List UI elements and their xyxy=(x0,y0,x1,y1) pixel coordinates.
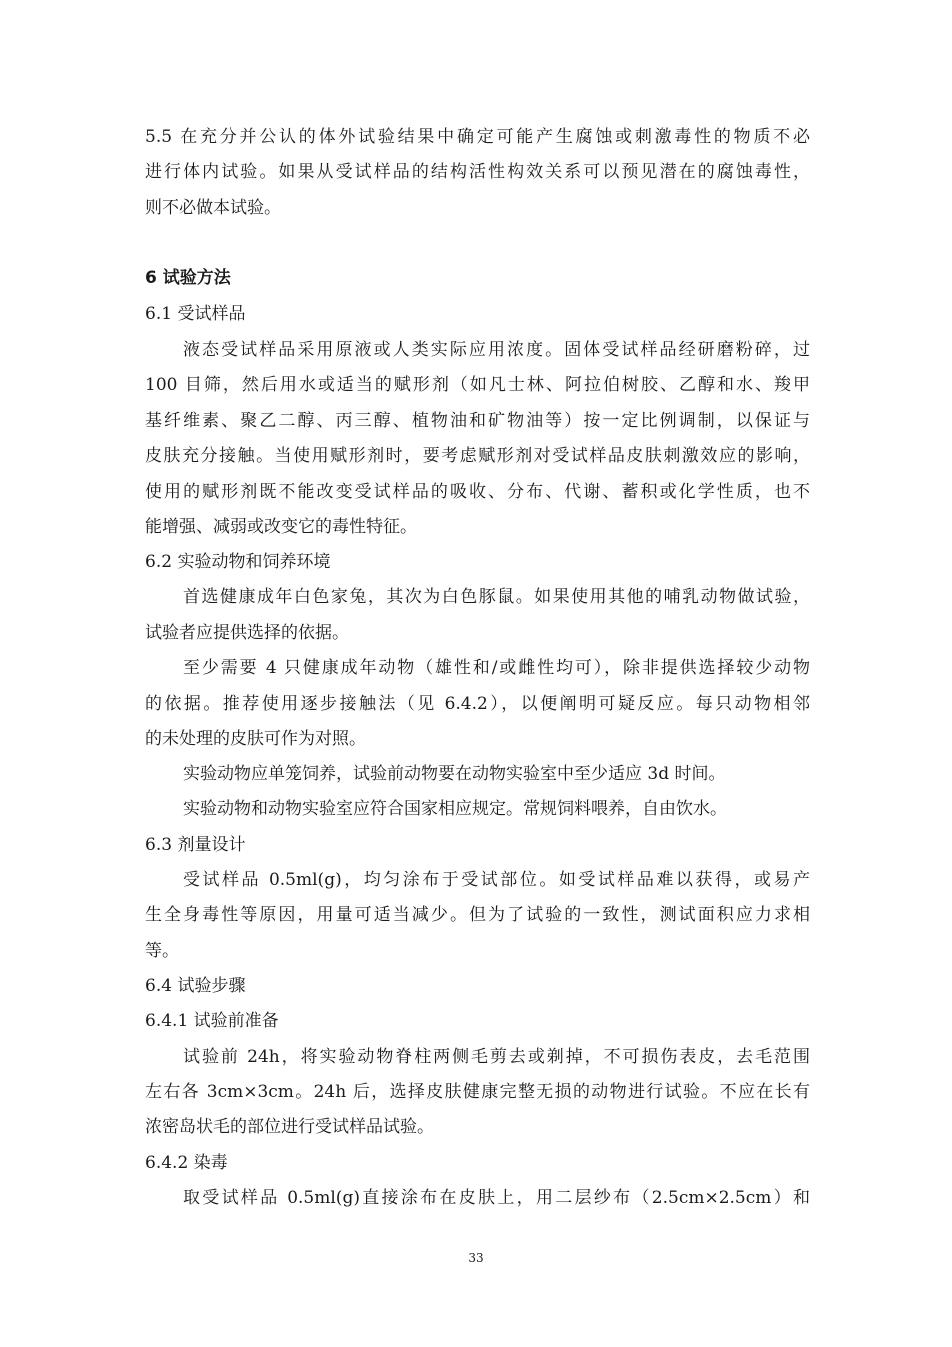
section-6-3-title: 6.3 剂量设计 xyxy=(145,835,246,855)
section-6-2-p2-line-1: 至少需要 4 只健康成年动物（雄性和/或雌性均可），除非提供选择较少动物 xyxy=(183,658,810,678)
section-6-1-title: 6.1 受试样品 xyxy=(145,304,246,324)
section-6-2-p3: 实验动物应单笼饲养，试验前动物要在动物实验室中至少适应 3d 时间。 xyxy=(183,764,726,784)
section-6-4-2-title: 6.4.2 染毒 xyxy=(145,1153,228,1173)
section-6-1-line-3: 基纤维素、聚乙二醇、丙三醇、植物油和矿物油等）按一定比例调制，以保证与 xyxy=(145,411,810,431)
section-5-5-line-1: 5.5 在充分并公认的体外试验结果中确定可能产生腐蚀或刺激毒性的物质不必 xyxy=(145,127,810,147)
section-6-1-line-1: 液态受试样品采用原液或人类实际应用浓度。固体受试样品经研磨粉碎，过 xyxy=(183,340,810,360)
section-6-1-line-4: 皮肤充分接触。当使用赋形剂时，要考虑赋形剂对受试样品皮肤刺激效应的影响， xyxy=(145,446,810,466)
section-6-heading: 6 试验方法 xyxy=(145,268,231,288)
section-6-3-line-3: 等。 xyxy=(145,941,179,961)
section-6-4-title: 6.4 试验步骤 xyxy=(145,976,246,996)
section-6-3-line-1: 受试样品 0.5ml(g)，均匀涂布于受试部位。如受试样品难以获得，或易产 xyxy=(183,870,810,890)
section-6-1-line-5: 使用的赋形剂既不能改变受试样品的吸收、分布、代谢、蓄积或化学性质，也不 xyxy=(145,482,810,502)
section-5-5-line-2: 进行体内试验。如果从受试样品的结构活性构效关系可以预见潜在的腐蚀毒性， xyxy=(145,162,810,182)
section-6-4-2-line-1: 取受试样品 0.5ml(g)直接涂布在皮肤上，用二层纱布（2.5cm×2.5cm）和 xyxy=(183,1188,810,1208)
section-6-4-1-title: 6.4.1 试验前准备 xyxy=(145,1011,279,1031)
section-6-2-p4: 实验动物和动物实验室应符合国家相应规定。常规饲料喂养，自由饮水。 xyxy=(183,799,727,819)
section-6-4-1-line-1: 试验前 24h，将实验动物脊柱两侧毛剪去或剃掉，不可损伤表皮，去毛范围 xyxy=(183,1047,810,1067)
section-5-5-line-3: 则不必做本试验。 xyxy=(145,198,281,218)
section-6-2-p1-line-2: 试验者应提供选择的依据。 xyxy=(145,623,349,643)
page-number: 33 xyxy=(468,1251,484,1265)
section-6-4-1-line-3: 浓密岛状毛的部位进行受试样品试验。 xyxy=(145,1117,434,1137)
section-6-4-1-line-2: 左右各 3cm×3cm。24h 后，选择皮肤健康完整无损的动物进行试验。不应在长有 xyxy=(145,1082,810,1102)
section-6-1-line-2: 100 目筛，然后用水或适当的赋形剂（如凡士林、阿拉伯树胶、乙醇和水、羧甲 xyxy=(145,375,810,395)
section-6-1-line-6: 能增强、减弱或改变它的毒性特征。 xyxy=(145,517,417,537)
section-6-2-p1-line-1: 首选健康成年白色家兔，其次为白色豚鼠。如果使用其他的哺乳动物做试验， xyxy=(183,587,810,607)
section-6-2-p2-line-2: 的依据。推荐使用逐步接触法（见 6.4.2），以便阐明可疑反应。每只动物相邻 xyxy=(145,694,810,714)
section-6-2-title: 6.2 实验动物和饲养环境 xyxy=(145,552,331,572)
section-6-2-p2-line-3: 的未处理的皮肤可作为对照。 xyxy=(145,729,366,749)
section-6-3-line-2: 生全身毒性等原因，用量可适当减少。但为了试验的一致性，测试面积应力求相 xyxy=(145,905,810,925)
